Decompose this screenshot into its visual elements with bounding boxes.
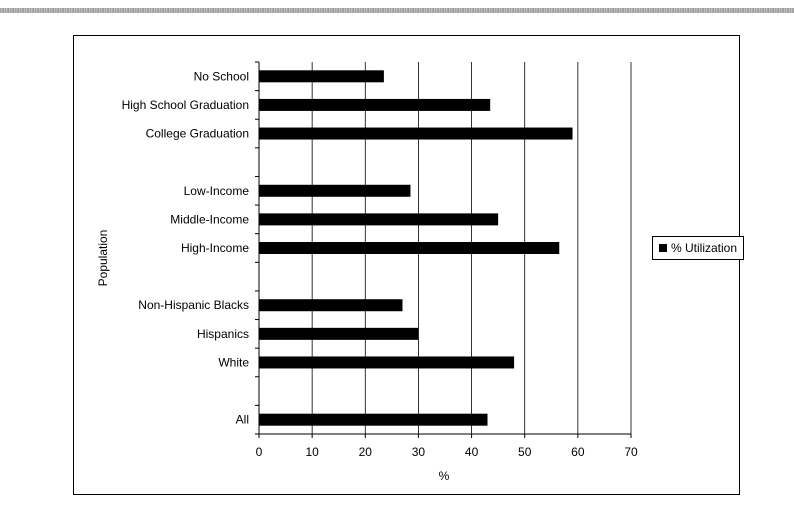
x-tick-label: 30 (411, 445, 426, 459)
y-tick-label: Non-Hispanic Blacks (138, 298, 249, 313)
y-tick-label: High-Income (180, 241, 249, 255)
legend (652, 236, 744, 260)
bar (259, 356, 514, 368)
y-tick-label: Low-Income (183, 183, 249, 198)
y-tick-label: Middle-Income (170, 212, 249, 227)
x-tick-label: 50 (518, 445, 532, 459)
bar (259, 414, 488, 426)
x-tick-label: 70 (624, 445, 638, 459)
y-tick-label: White (218, 355, 249, 370)
y-axis-title: Population (96, 229, 110, 287)
bar (259, 70, 384, 82)
bar (259, 213, 498, 225)
y-tick-label: All (235, 412, 249, 427)
y-tick-label: High School Graduation (121, 97, 249, 112)
bar (259, 328, 418, 340)
bar (259, 99, 490, 111)
bar (259, 299, 402, 311)
x-tick-label: 0 (255, 445, 263, 459)
x-axis-title: % (438, 469, 450, 483)
x-tick-label: 20 (358, 445, 372, 459)
x-tick-label: 40 (464, 445, 479, 459)
legend-label: % Utilization (671, 241, 738, 255)
bar (259, 242, 559, 254)
bar (259, 128, 573, 140)
y-tick-label: No School (193, 69, 249, 84)
y-tick-label: College Graduation (145, 126, 249, 141)
x-tick-label: 60 (571, 445, 585, 459)
y-tick-label: Hispanics (196, 326, 249, 341)
x-tick-label: 10 (305, 445, 319, 459)
bar (259, 185, 410, 197)
legend-swatch (659, 244, 667, 252)
